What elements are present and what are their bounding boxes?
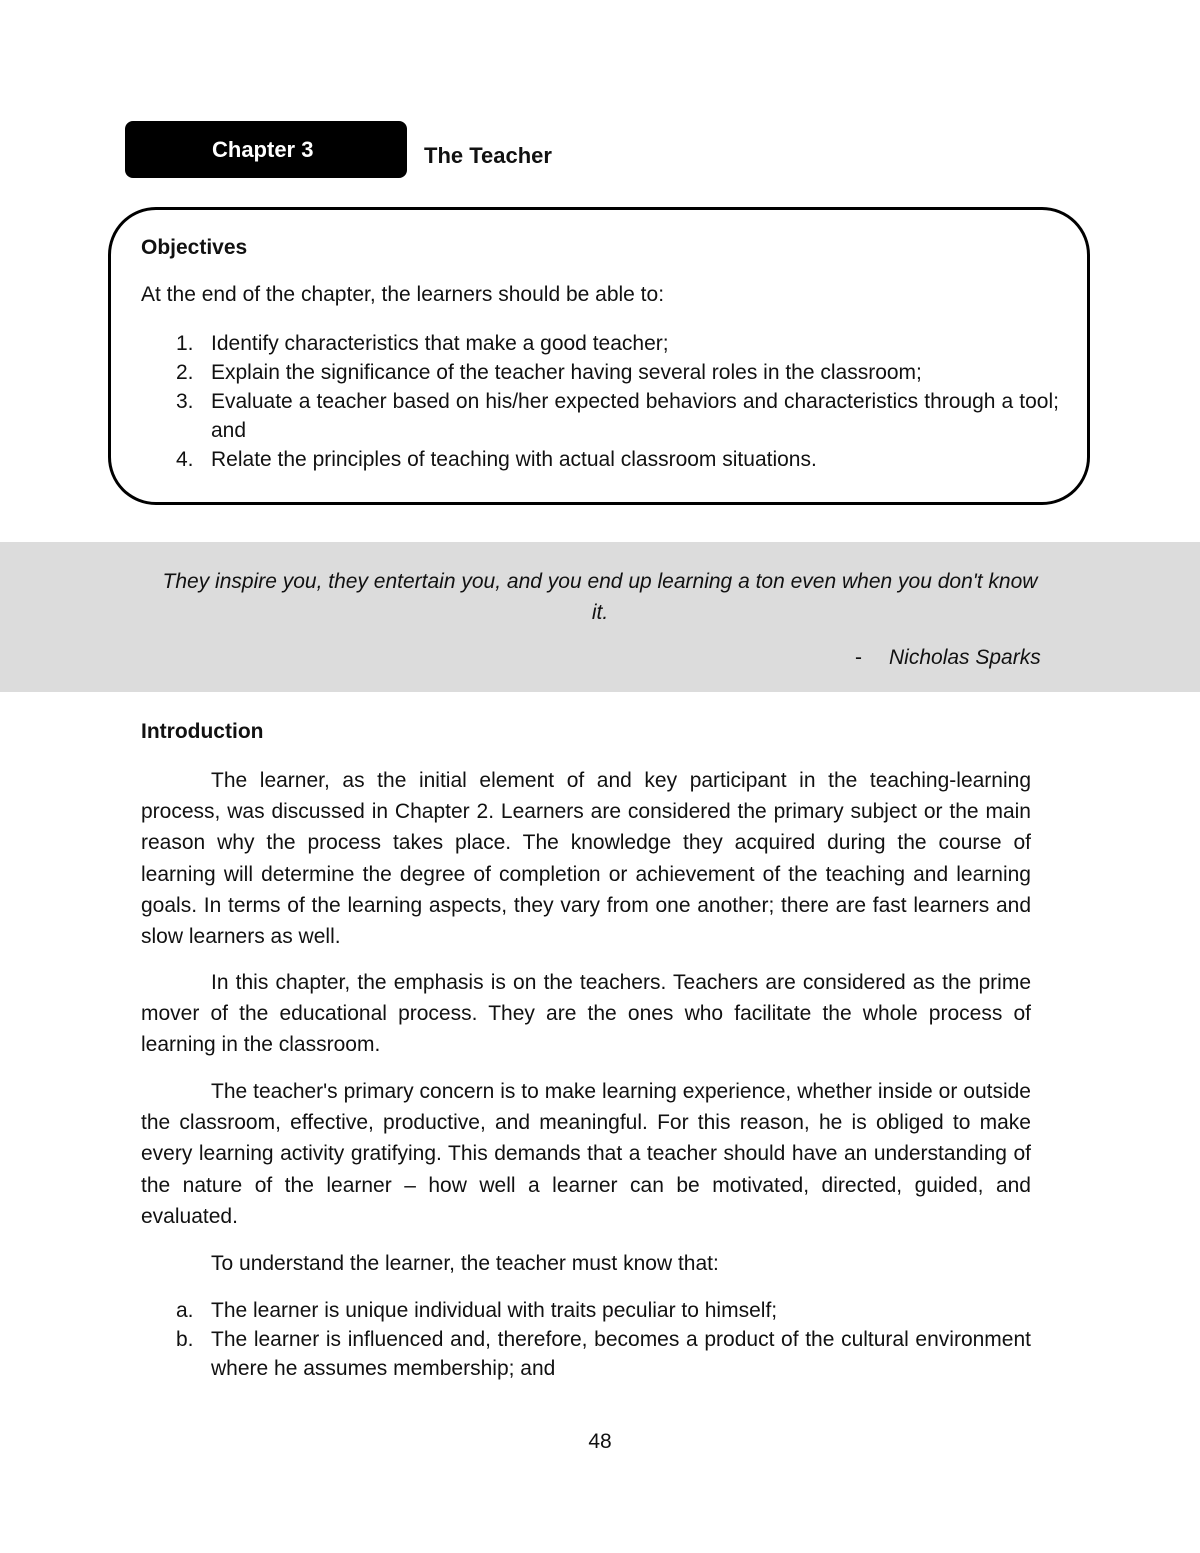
objective-number: 1. xyxy=(176,332,194,355)
objective-number: 4. xyxy=(176,448,194,471)
intro-paragraph: The learner, as the initial element of and key participant in the teaching-learning process, was discussed in Chapter 2. Learners are considered the primary subject or the main reason why the process takes place. The knowledge they acquired during the course of learning will determine the degree of completion or achievement of the teaching and learning goals. In terms of the learning aspects, they vary from one another; there are fast learners and slow learners as well. xyxy=(141,769,1031,949)
intro-paragraph: In this chapter, the emphasis is on the teachers. Teachers are considered as the prime mover of the educational process. They are the ones who facilitate the whole process of learning in the classroom. xyxy=(141,971,1031,1057)
intro-paragraph: To understand the learner, the teacher must know that: xyxy=(211,1252,719,1275)
learner-trait-letter: a. xyxy=(176,1299,194,1322)
learner-trait-text: The learner is unique individual with traits peculiar to himself; xyxy=(211,1299,778,1322)
objective-number: 3. xyxy=(176,390,194,413)
objective-text: Relate the principles of teaching with actual classroom situations. xyxy=(211,448,817,471)
objective-item xyxy=(141,445,1059,474)
introduction-heading: Introduction xyxy=(141,720,264,743)
objectives-intro: At the end of the chapter, the learners should be able to: xyxy=(141,283,665,306)
objectives-list xyxy=(141,329,1059,474)
objective-text: Identify characteristics that make a good teacher; xyxy=(211,332,669,355)
chapter-title: The Teacher xyxy=(424,143,552,168)
learner-trait-text: The learner is influenced and, therefore, becomes a product of the cultural environment where he assumes membership; and xyxy=(211,1328,1031,1380)
objective-number: 2. xyxy=(176,361,194,384)
chapter-tab-label: Chapter 3 xyxy=(212,137,314,162)
intro-paragraph: The teacher's primary concern is to make learning experience, whether inside or outside the classroom, effective, productive, and meaningful. For this reason, he is obliged to make every learning activity gratifying. This demands that a teacher should have an understanding of the nature of the learner – how well a learner can be motivated, directed, guided, and evaluated. xyxy=(141,1080,1031,1228)
page-number: 48 xyxy=(588,1430,612,1453)
learner-trait-item xyxy=(141,1296,1031,1325)
objective-item xyxy=(141,387,1059,445)
learner-traits-list xyxy=(141,1296,1031,1383)
objective-item xyxy=(141,329,1059,358)
objectives-heading: Objectives xyxy=(141,236,248,259)
objective-text: Evaluate a teacher based on his/her expected behaviors and characteristics through a tool; and xyxy=(211,390,1059,442)
learner-trait-item xyxy=(141,1325,1031,1383)
objective-text: Explain the significance of the teacher having several roles in the classroom; xyxy=(211,361,922,384)
quote-author: Nicholas Sparks xyxy=(889,646,1041,669)
objective-item xyxy=(141,358,1059,387)
quote-text: They inspire you, they entertain you, and you end up learning a ton even when you don't know it. xyxy=(162,570,1038,624)
quote-dash: - xyxy=(855,646,862,669)
learner-trait-letter: b. xyxy=(176,1328,194,1351)
chapter-tab xyxy=(125,121,407,178)
quote-attribution xyxy=(855,646,1041,670)
